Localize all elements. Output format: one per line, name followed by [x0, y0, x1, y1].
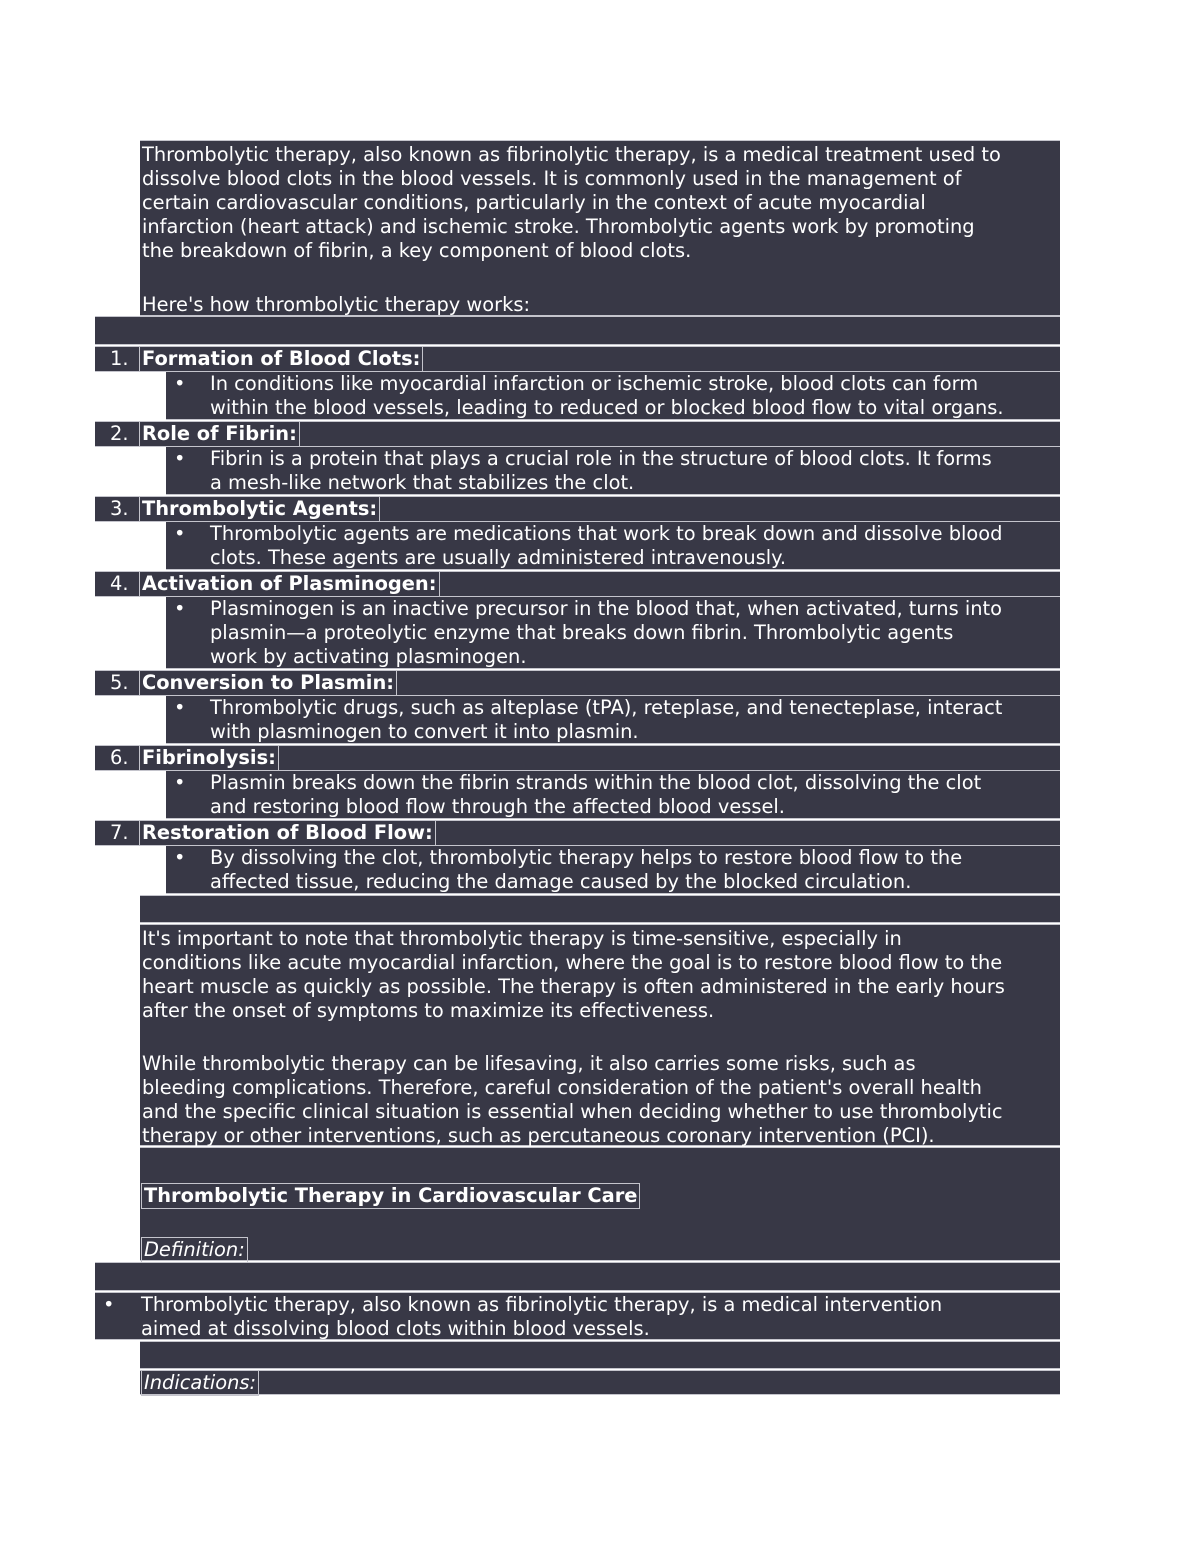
- how-it-works-text: Here's how thrombolytic therapy works:: [142, 293, 530, 316]
- step-text-line: In conditions like myocardial infarction or ischemic stroke, blood clots can form: [210, 372, 979, 395]
- step-number: 5.: [110, 671, 129, 694]
- spacer-block: [140, 895, 1060, 923]
- step-number: 1.: [110, 347, 129, 370]
- bullet-icon: •: [174, 846, 186, 869]
- step-number: 4.: [110, 572, 129, 595]
- step-title: Fibrinolysis:: [142, 746, 276, 769]
- bullet-icon: •: [174, 522, 186, 545]
- step-text-line: Plasmin breaks down the fibrin strands within the blood clot, dissolving the clot: [210, 771, 982, 794]
- note-line: conditions like acute myocardial infarction, where the goal is to restore blood flow to the: [142, 951, 1003, 974]
- step-text-line: plasmin—a proteolytic enzyme that breaks down fibrin. Thrombolytic agents: [210, 621, 954, 644]
- step-title: Restoration of Blood Flow:: [142, 821, 433, 844]
- bullet-icon: •: [174, 597, 186, 620]
- definition-line: Thrombolytic therapy, also known as fibrinolytic therapy, is a medical intervention: [141, 1293, 943, 1316]
- step-bullet-2: [166, 446, 1060, 495]
- risks-line: While thrombolytic therapy can be lifesaving, it also carries some risks, such as: [142, 1052, 916, 1075]
- step-text-line: clots. These agents are usually administered intravenously.: [210, 546, 787, 569]
- step-text-line: and restoring blood flow through the affected blood vessel.: [210, 795, 785, 818]
- step-number: 6.: [110, 746, 129, 769]
- step-text-line: a mesh-like network that stabilizes the clot.: [210, 471, 635, 494]
- intro-line: the breakdown of fibrin, a key component of blood clots.: [142, 239, 692, 262]
- intro-paragraph: [140, 140, 1060, 316]
- definition-label: Definition:: [144, 1238, 245, 1261]
- step-text-line: Thrombolytic agents are medications that work to break down and dissolve blood: [210, 522, 1003, 545]
- step-heading-5: [95, 670, 1060, 696]
- step-text-line: with plasminogen to convert it into plasmin.: [210, 720, 639, 743]
- step-title: Thrombolytic Agents:: [142, 497, 378, 520]
- section-block: [140, 1147, 1060, 1261]
- indications-label: Indications:: [144, 1371, 257, 1394]
- bullet-icon: •: [174, 696, 186, 719]
- step-text-line: By dissolving the clot, thrombolytic therapy helps to restore blood flow to the: [210, 846, 963, 869]
- step-heading-6: [95, 745, 1060, 771]
- step-text-line: Thrombolytic drugs, such as alteplase (tPA), reteplase, and tenecteplase, interact: [210, 696, 1003, 719]
- step-heading-2: [95, 421, 1060, 447]
- bullet-icon: •: [174, 771, 186, 794]
- risks-line: bleeding complications. Therefore, careful consideration of the patient's overall health: [142, 1076, 982, 1099]
- step-number: 2.: [110, 422, 129, 445]
- note-line: It's important to note that thrombolytic therapy is time-sensitive, especially in: [142, 927, 902, 950]
- intro-line: dissolve blood clots in the blood vessels. It is commonly used in the management of: [142, 167, 962, 190]
- intro-line: Thrombolytic therapy, also known as fibrinolytic therapy, is a medical treatment used to: [142, 143, 1001, 166]
- step-title: Role of Fibrin:: [142, 422, 297, 445]
- step-bullet-3: [166, 521, 1060, 570]
- step-bullet-6: [166, 770, 1060, 819]
- risks-line: therapy or other interventions, such as percutaneous coronary intervention (PCI).: [142, 1124, 935, 1147]
- step-text-line: Fibrin is a protein that plays a crucial role in the structure of blood clots. It forms: [210, 447, 992, 470]
- step-bullet-4: [166, 596, 1060, 669]
- step-text-line: Plasminogen is an inactive precursor in the blood that, when activated, turns into: [210, 597, 1003, 620]
- step-text-line: work by activating plasminogen.: [210, 645, 527, 668]
- spacer-block: [95, 316, 1060, 345]
- step-title: Activation of Plasminogen:: [142, 572, 437, 595]
- bullet-icon: •: [103, 1293, 115, 1316]
- step-title: Formation of Blood Clots:: [142, 347, 421, 370]
- spacer-block: [95, 1262, 1060, 1291]
- intro-line: certain cardiovascular conditions, particularly in the context of acute myocardial: [142, 191, 926, 214]
- step-heading-3: [95, 496, 1060, 522]
- step-text-line: within the blood vessels, leading to reduced or blocked blood flow to vital organs.: [210, 396, 1004, 419]
- section-heading: Thrombolytic Therapy in Cardiovascular Care: [144, 1184, 638, 1207]
- step-text-line: affected tissue, reducing the damage caused by the blocked circulation.: [210, 870, 912, 893]
- step-title: Conversion to Plasmin:: [142, 671, 395, 694]
- definition-line: aimed at dissolving blood clots within blood vessels.: [141, 1317, 650, 1340]
- bullet-icon: •: [174, 447, 186, 470]
- note-line: heart muscle as quickly as possible. The therapy is often administered in the early hours: [142, 975, 1005, 998]
- note-paragraph: [140, 924, 1060, 1146]
- bullet-icon: •: [174, 372, 186, 395]
- step-number: 3.: [110, 497, 129, 520]
- step-bullet-1: [166, 371, 1060, 420]
- intro-line: infarction (heart attack) and ischemic stroke. Thrombolytic agents work by promoting: [142, 215, 975, 238]
- indications-block: [140, 1370, 1060, 1395]
- step-heading-7: [95, 820, 1060, 846]
- step-heading-1: [95, 346, 1060, 372]
- note-line: after the onset of symptoms to maximize its effectiveness.: [142, 999, 715, 1022]
- step-number: 7.: [110, 821, 129, 844]
- risks-line: and the specific clinical situation is essential when deciding whether to use thrombolytic: [142, 1100, 1003, 1123]
- definition-bullet: [95, 1292, 1060, 1340]
- step-heading-4: [95, 571, 1060, 597]
- step-bullet-5: [166, 695, 1060, 744]
- step-bullet-7: [166, 845, 1060, 894]
- spacer-block: [140, 1341, 1060, 1369]
